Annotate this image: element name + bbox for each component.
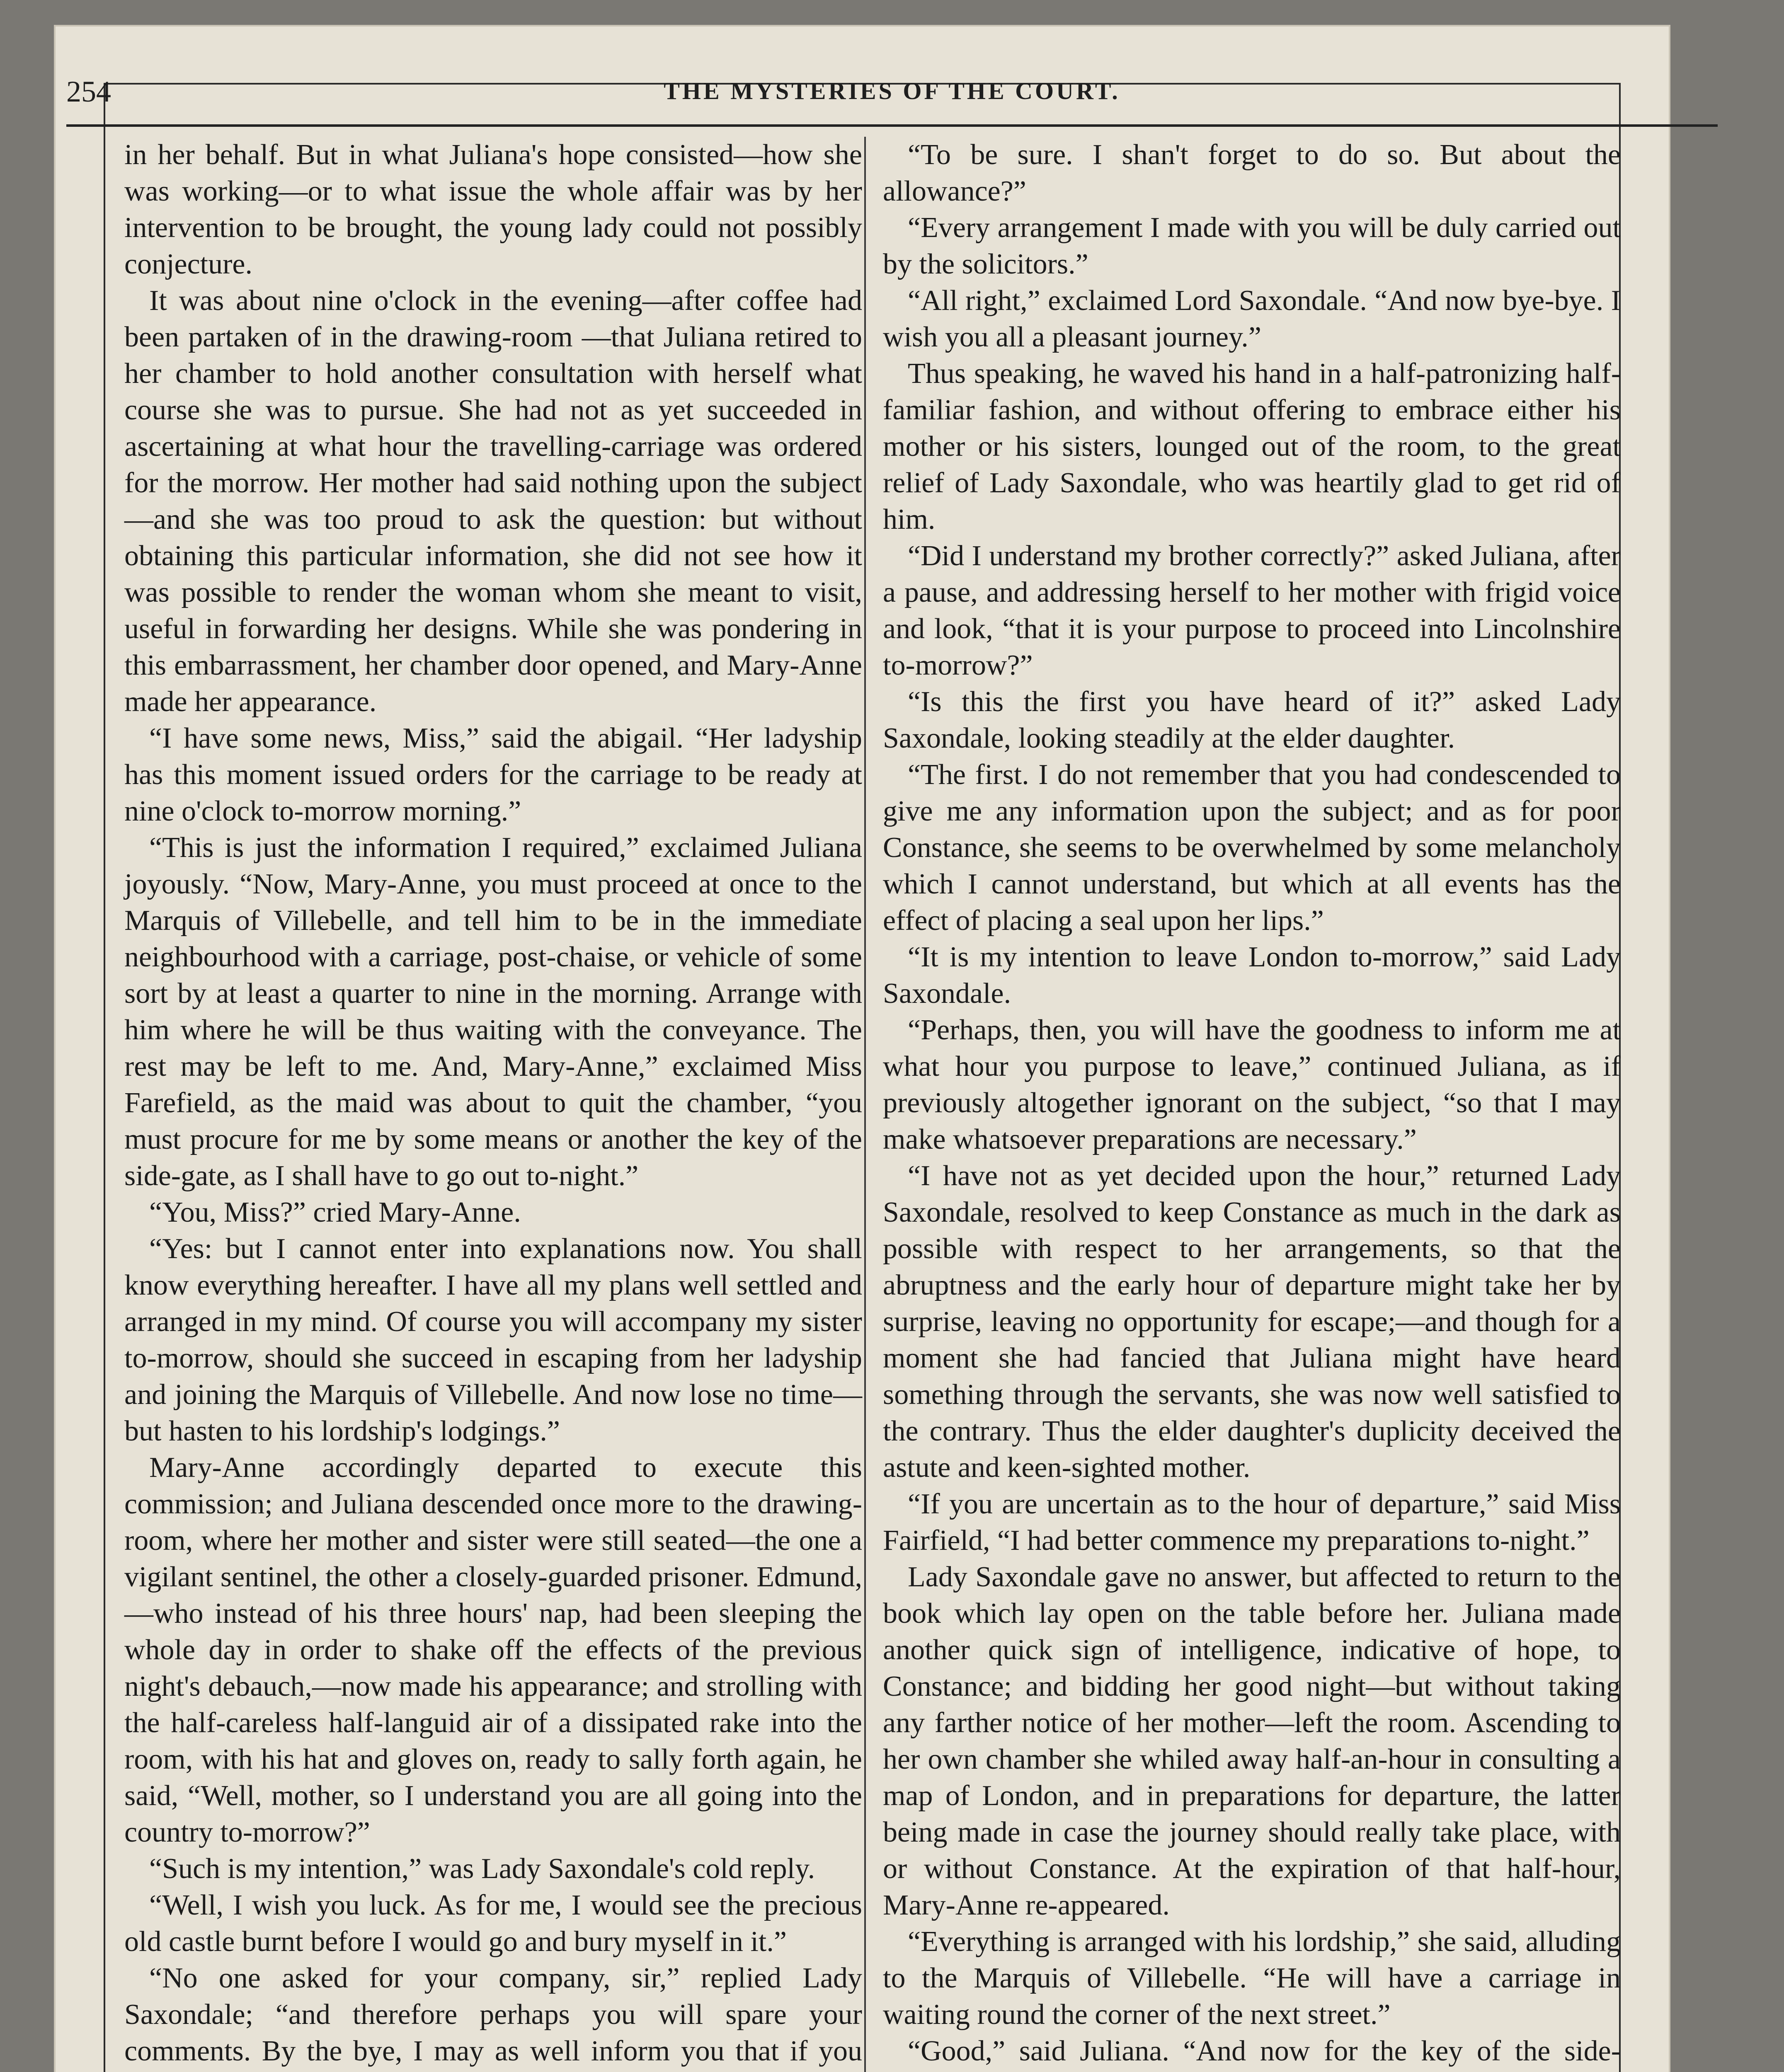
paragraph: “No one asked for your company, sir,” replied Lady Saxondale; “and therefore perhaps you will spare your comments. By the bye, I may as well inform you that if you xyxy=(124,1962,862,2067)
left-column xyxy=(124,137,862,2072)
paragraph: “I have some news, Miss,” said the abigail. “Her ladyship has this moment issued orders for the carriage to be ready at nine o'clock to-morrow morning.” xyxy=(124,722,862,827)
paragraph: Lady Saxondale gave no answer, but affected to return to the book which lay open on the table before her. Juliana made another quick sign of intelligence, indicative of hope, to Constance; and bidding her good night—but without taking any farther notice of her mother—left the room. Ascending to her own chamber she whiled away half-an-hour in consulting a map of London, and in preparations for departure, the latter being made in case the journey should really take place, with or without Constance. At the expiration of that half-hour, Mary-Anne re-appeared. xyxy=(883,1561,1621,1921)
page-number: 254 xyxy=(66,75,111,108)
paragraph: “Perhaps, then, you will have the goodness to inform me at what hour you purpose to leave,” continued Juliana, as if previously altogether ignorant on the subject, “so that I may make whatsoever preparations are necessary.” xyxy=(883,1014,1621,1155)
paragraph: “The first. I do not remember that you had condescended to give me any information upon the subject; and as for poor Constance, she seems to be overwhelmed by some melancholy which I cannot understand, but which at all events has the effect of placing a seal upon her lips.” xyxy=(883,759,1621,937)
paragraph: “If you are uncertain as to the hour of departure,” said Miss Fairfield, “I had better commence my preparations to-night.” xyxy=(883,1488,1621,1556)
running-title: THE MYSTERIES OF THE COURT. xyxy=(664,77,1120,104)
page-header xyxy=(66,75,1718,116)
paragraph: “Well, I wish you luck. As for me, I would see the precious old castle burnt before I would go and bury myself in it.” xyxy=(124,1889,862,1958)
paragraph: “It is my intention to leave London to-morrow,” said Lady Saxondale. xyxy=(883,941,1621,1009)
paragraph: Mary-Anne accordingly departed to execute this commission; and Juliana descended once more to the drawing-room, where her mother and sister were still seated—the one a vigilant sentinel, the other a closely-guarded prisoner. Edmund,—who instead of his three hours' nap, had been sleeping the whole day in order to shake off the effects of the previous night's debauch,—now made his appearance; and strolling with the half-careless half-languid air of a dissipated rake into the room, with his hat and gloves on, ready to sally forth again, he said, “Well, mother, so I understand you are all going into the country to-morrow?” xyxy=(124,1452,862,1848)
paragraph: “Yes: but I cannot enter into explanations now. You shall know everything hereafter. I have all my plans well settled and arranged in my mind. Of course you will accompany my sister to-morrow, should she succeed in escaping from her ladyship and joining the Marquis of Villebelle. And now lose no time—but hasten to his lordship's lodgings.” xyxy=(124,1233,862,1447)
paragraph: “Such is my intention,” was Lady Saxondale's cold reply. xyxy=(149,1853,815,1885)
paragraph: “Every arrangement I made with you will be duly carried out by the solicitors.” xyxy=(883,212,1621,280)
paragraph: “Everything is arranged with his lordship,” she said, alluding to the Marquis of Villebelle. “He will have a carriage in waiting round the corner of the next street.” xyxy=(883,1926,1621,2031)
paragraph: It was about nine o'clock in the evening—after coffee had been partaken of in the drawing-room —that Juliana retired to her chamber to hold another consultation with herself what course she was to pursue. She had not as yet succeeded in ascertaining at what hour the travelling-carriage was ordered for the morrow. Her mother had said nothing upon the subject—and she was too proud to ask the question: but without obtaining this particular information, she did not see how it was possible to render the woman whom she meant to visit, useful in forwarding her designs. While she was pondering in this embarrassment, her chamber door opened, and Mary-Anne made her appearance. xyxy=(124,285,862,718)
paragraph: “This is just the information I required,” exclaimed Juliana joyously. “Now, Mary-Anne, you must proceed at once to the Marquis of Villebelle, and tell him to be in the immediate neighbourhood with a carriage, post-chaise, or vehicle of some sort by at least a quarter to nine in the morning. Arrange with him where he will be thus waiting with the conveyance. The rest may be left to me. And, Mary-Anne,” exclaimed Miss Farefield, as the maid was about to quit the chamber, “you must procure for me by some means or another the key of the side-gate, as I shall have to go out to-night.” xyxy=(124,832,862,1192)
paragraph: Thus speaking, he waved his hand in a half-patronizing half-familiar fashion, and without offering to embrace either his mother or his sisters, lounged out of the room, to the great relief of Lady Saxondale, who was heartily glad to get rid of him. xyxy=(883,358,1621,535)
paragraph: “I have not as yet decided upon the hour,” returned Lady Saxondale, resolved to keep Constance as much in the dark as possible with respect to her arrangements, so that the abruptness and the early hour of departure might take her by surprise, leaving no opportunity for escape;—and though for a moment she had fancied that Juliana might have heard something through the servants, she was now well satisfied to the contrary. Thus the elder daughter's duplicity deceived the astute and keen-sighted mother. xyxy=(883,1160,1621,1484)
paragraph: “Did I understand my brother correctly?” asked Juliana, after a pause, and addressing herself to her mother with frigid voice and look, “that it is your purpose to proceed into Lincolnshire to-morrow?” xyxy=(883,540,1621,681)
paragraph: “To be sure. I shan't forget to do so. But about the allowance?” xyxy=(883,139,1621,207)
paragraph: “Is this the first you have heard of it?” asked Lady Saxondale, looking steadily at the elder daughter. xyxy=(883,686,1621,754)
paragraph: “You, Miss?” cried Mary-Anne. xyxy=(149,1196,521,1228)
header-rule xyxy=(66,124,1718,127)
column-divider xyxy=(864,137,866,2072)
paragraph: “Good,” said Juliana. “And now for the key of the side- xyxy=(908,2035,1621,2067)
right-column xyxy=(883,137,1621,2072)
paragraph: “All right,” exclaimed Lord Saxondale. “And now bye-bye. I wish you all a pleasant journey.” xyxy=(883,285,1621,353)
paragraph: in her behalf. But in what Juliana's hope consisted—how she was working—or to what issue the whole affair was by her intervention to be brought, the young lady could not possibly conjecture. xyxy=(124,139,862,280)
